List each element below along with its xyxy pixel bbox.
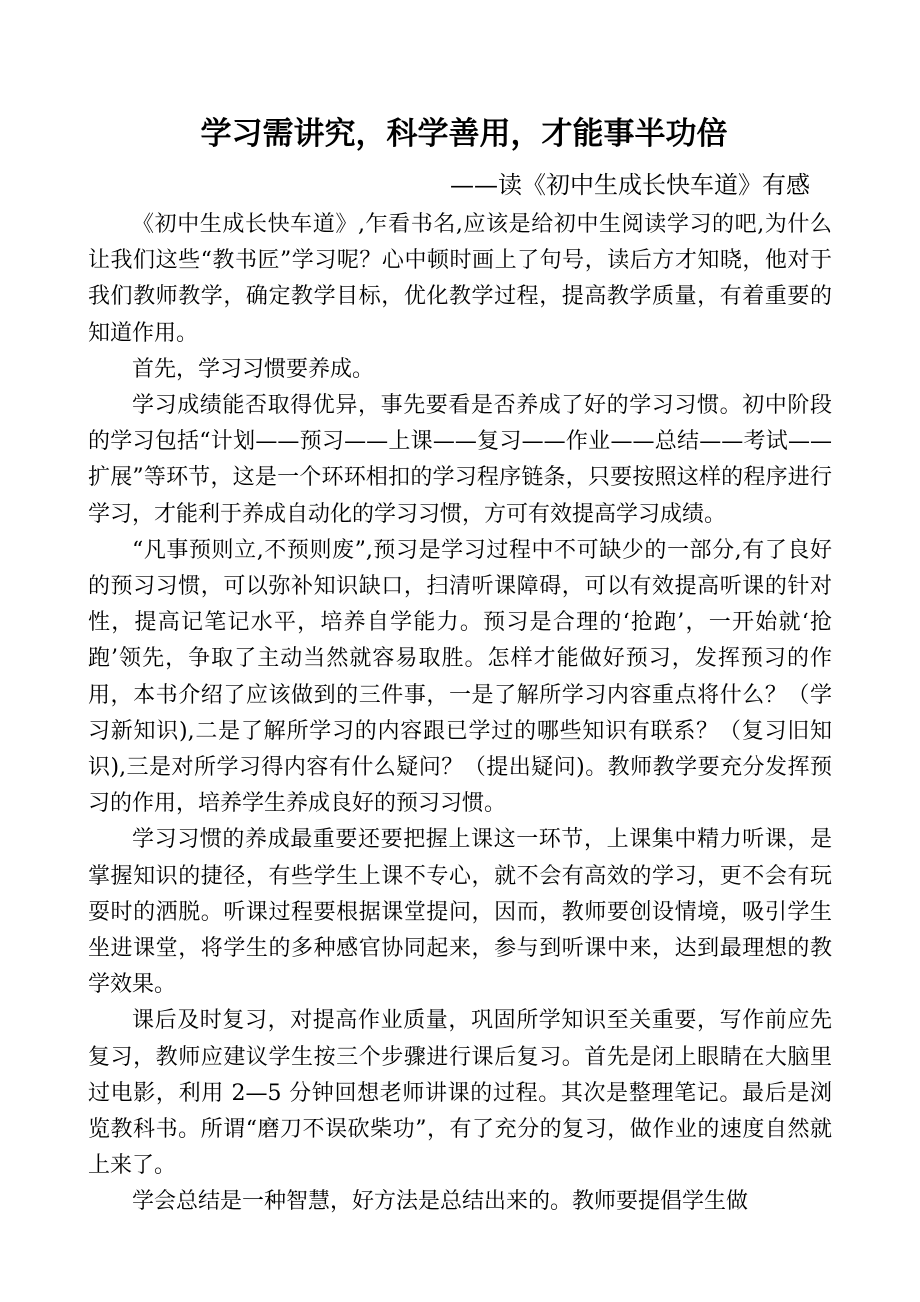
paragraph: 首先，学习习惯要养成。 — [132, 356, 375, 382]
paragraph: 学习成绩能否取得优异，事先要看是否养成了好的学习习惯。初中阶段的学习包括“计划——预习——上课——复习——作业——总结——考试——扩展”等环节，这是一个环环相扣的学习程序链条，只要按照这样的程序进行学习，才能利于养成自动化的学习习惯，方可有效提高学习成绩。 — [88, 393, 832, 527]
paragraph: 学会总结是一种智慧，好方法是总结出来的。教师要提倡学生做 — [132, 1189, 749, 1215]
paragraph: 课后及时复习，对提高作业质量，巩固所学知识至关重要，写作前应先复习，教师应建议学生按三个步骤进行课后复习。首先是闭上眼睛在大脑里过电影，利用 2—5 分钟回想老师讲课的过程。其次是整理笔记。最后是浏览教科书。所谓“磨刀不误砍柴功”，有了充分的复习，做作业的速度自然就上来了。 — [88, 1008, 832, 1179]
document-title: 学习需讲究，科学善用，才能事半功倍 — [200, 116, 728, 152]
document-body — [88, 207, 832, 1221]
paragraph: “凡事预则立,不预则废”,预习是学习过程中不可缺少的一部分,有了良好的预习习惯，可以弥补知识缺口，扫清听课障碍，可以有效提高听课的针对性，提高记笔记水平，培养自学能力。预习是合理的‘抢跑’，一开始就‘抢跑’领先，争取了主动当然就容易取胜。怎样才能做好预习，发挥预习的作用，本书介绍了应该做到的三件事，一是了解所学习内容重点将什么？（学习新知识),二是了解所学习的内容跟已学过的哪些知识有联系？（复习旧知识),三是对所学习得内容有什么疑问？（提出疑问)。教师教学要充分发挥预习的作用，培养学生养成良好的预习习惯。 — [88, 537, 832, 817]
document-subtitle: ——读《初中生成长快车道》有感 — [450, 171, 810, 199]
paragraph: 《初中生成长快车道》,乍看书名,应该是给初中生阅读学习的吧,为什么让我们这些“教书匠”学习呢？心中顿时画上了句号，读后方才知晓，他对于我们教师教学，确定教学目标，优化教学过程，提高教学质量，有着重要的知道作用。 — [88, 212, 832, 346]
paragraph: 学习习惯的养成最重要还要把握上课这一环节，上课集中精力听课，是掌握知识的捷径，有些学生上课不专心，就不会有高效的学习，更不会有玩耍时的洒脱。听课过程要根据课堂提问，因而，教师要创设情境，吸引学生坐进课堂，将学生的多种感官协同起来，参与到听课中来，达到最理想的教学效果。 — [88, 827, 832, 998]
